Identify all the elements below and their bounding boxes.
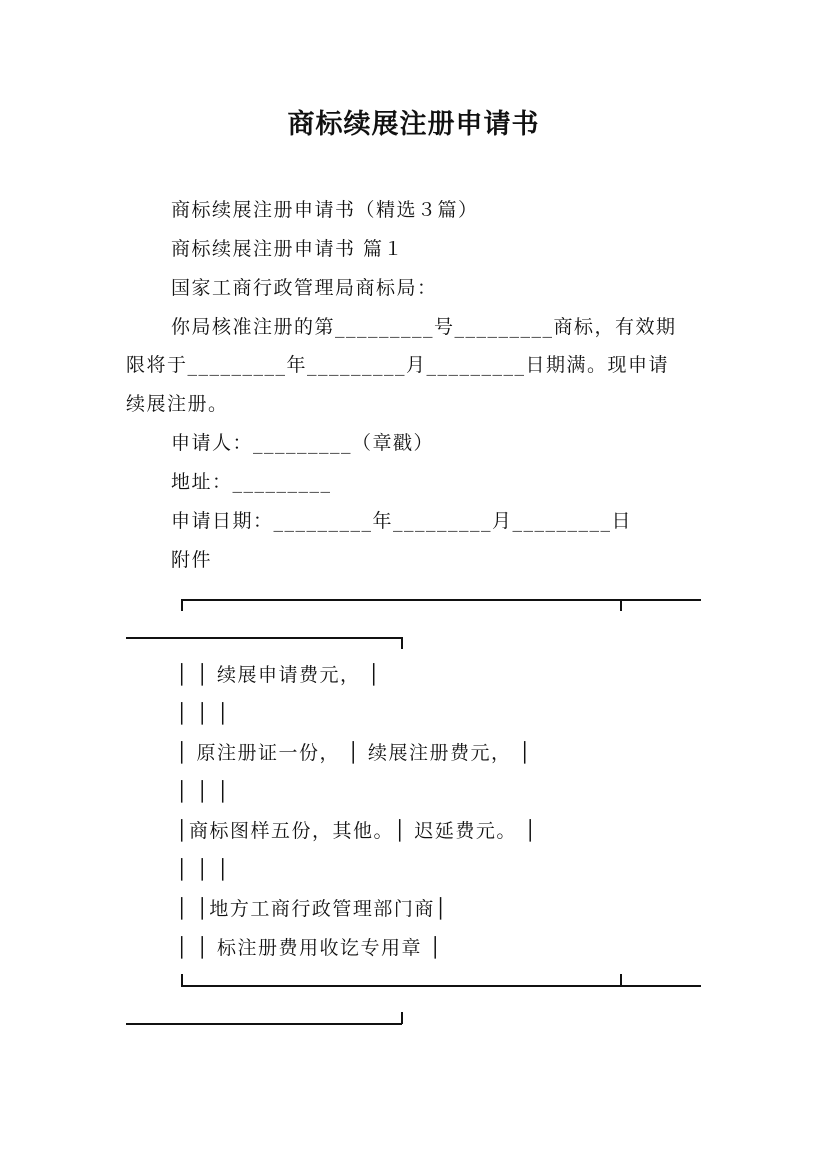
applicant-line: 申请人：_________（章戳） xyxy=(171,432,435,454)
section-heading: 商标续展注册申请书 篇１ xyxy=(171,238,405,260)
addressee: 国家工商行政管理局商标局： xyxy=(171,277,438,299)
table-row: │商标图样五份，其他。│ 迟延费元。 │ xyxy=(176,820,538,842)
attachment-label: 附件 xyxy=(171,549,213,571)
table-row: │ │ │ xyxy=(176,859,230,881)
address-line: 地址：_________ xyxy=(171,471,332,493)
table-row: │ │地方工商行政管理部门商│ xyxy=(176,898,448,920)
table-row: │ │ 续展申请费元， │ xyxy=(176,664,381,686)
subtitle: 商标续展注册申请书（精选３篇） xyxy=(171,199,479,221)
table-row: │ │ 标注册费用收讫专用章 │ xyxy=(176,937,443,959)
application-date-line: 申请日期：_________年_________月_________日 xyxy=(171,510,633,532)
body-line-2: 限将于_________年_________月_________日期满。现申请 xyxy=(126,354,670,376)
table-row: │ │ │ xyxy=(176,781,230,803)
document-title: 商标续展注册申请书 xyxy=(287,109,540,140)
table-row: │ │ │ xyxy=(176,703,230,725)
body-line-3: 续展注册。 xyxy=(126,393,229,415)
body-line-1: 你局核准注册的第_________号_________商标，有效期 xyxy=(171,316,677,338)
table-row: │ 原注册证一份， │ 续展注册费元， │ xyxy=(176,742,532,764)
